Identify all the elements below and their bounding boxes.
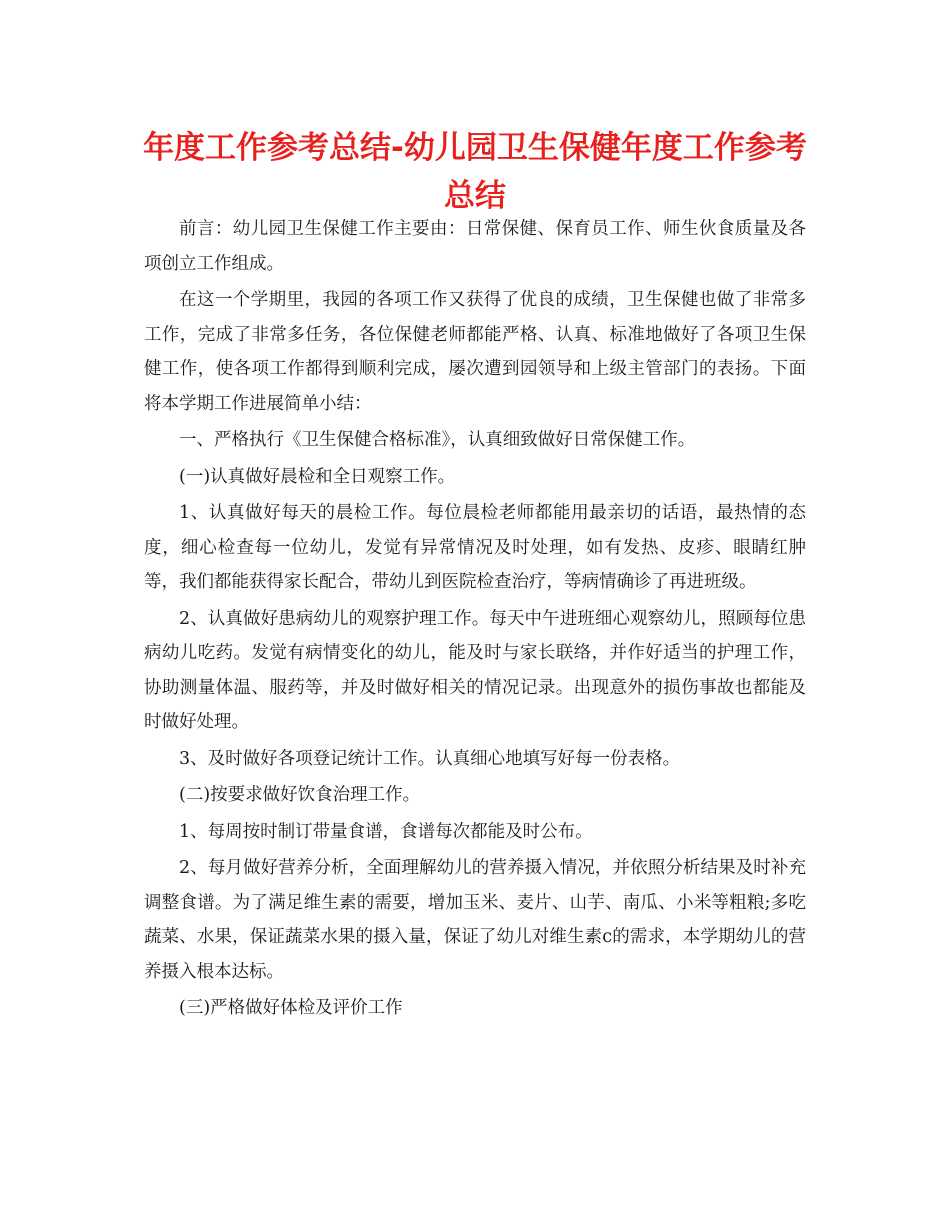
paragraph-preface: 前言：幼儿园卫生保健工作主要由：日常保健、保育员工作、师生伙食质量及各项创立工作组成。 — [144, 219, 806, 274]
paragraph-item-1-3: 3、及时做好各项登记统计工作。认真细心地填写好每一份表格。 — [179, 748, 681, 769]
subsection-heading-2: (二)按要求做好饮食治理工作。 — [179, 785, 421, 805]
subsection-heading-1: (一)认真做好晨检和全日观察工作。 — [179, 466, 456, 487]
paragraph-item-2-1: 1、每周按时制订带量食谱，食谱每次都能及时公布。 — [179, 821, 593, 842]
document-title: 年度工作参考总结-幼儿园卫生保健年度工作参考总结 — [143, 130, 807, 214]
paragraph-item-2-2: 2、每月做好营养分析，全面理解幼儿的营养摄入情况，并依照分析结果及时补充调整食谱。为了满足维生素的需要，增加玉米、麦片、山芋、南瓜、小米等粗粮;多吃蔬菜、水果，保证蔬菜水果的摄入量，保证了幼儿对维生素c的需求，本学期幼儿的营养摄入根本达标。 — [144, 858, 806, 982]
paragraph-item-1-1: 1、认真做好每天的晨检工作。每位晨检老师都能用最亲切的话语，最热情的态度，细心检查每一位幼儿，发觉有异常情况及时处理，如有发热、皮疹、眼睛红肿等，我们都能获得家长配合，带幼儿到医院检查治疗，等病情确诊了再进班级。 — [144, 503, 806, 592]
document-body — [144, 212, 806, 1028]
paragraph-item-1-2: 2、认真做好患病幼儿的观察护理工作。每天中午进班细心观察幼儿，照顾每位患病幼儿吃药。发觉有病情变化的幼儿，能及时与家长联络，并作好适当的护理工作，协助测量体温、服药等，并及时做好相关的情况记录。出现意外的损伤事故也都能及时做好处理。 — [144, 608, 806, 732]
subsection-heading-3: (三)严格做好体检及评价工作 — [179, 998, 403, 1018]
paragraph-intro: 在这一个学期里，我园的各项工作又获得了优良的成绩，卫生保健也做了非常多工作，完成了非常多任务，各位保健老师都能严格、认真、标准地做好了各项卫生保健工作，使各项工作都得到顺利完成，屡次遭到园领导和上级主管部门的表扬。下面将本学期工作进展简单小结： — [144, 290, 806, 414]
section-heading-1: 一、严格执行《卫生保健合格标准》，认真细致做好日常保健工作。 — [179, 430, 696, 450]
